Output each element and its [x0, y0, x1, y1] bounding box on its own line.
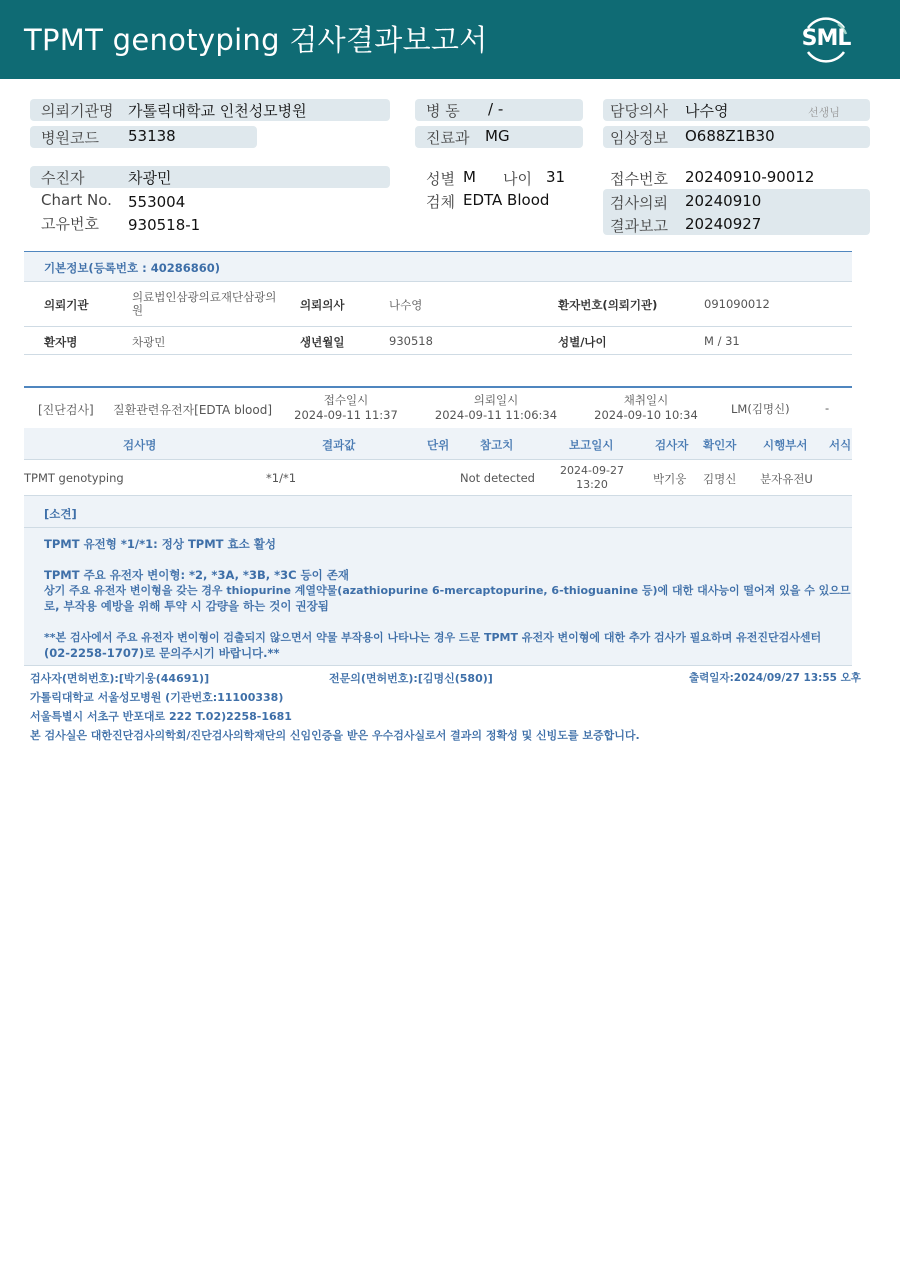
test-group: 질환관련유전자[EDTA blood]	[113, 403, 273, 417]
basic-patient-no-label: 환자번호(의뢰기관)	[558, 298, 658, 312]
report-title: TPMT genotyping 검사결과보고서	[24, 23, 488, 57]
collect-title: 채취일시	[623, 393, 669, 407]
logo-text: SML	[801, 26, 851, 51]
report-value: 20240927	[685, 215, 762, 233]
basic-sexage-value: M / 31	[704, 334, 740, 348]
basic-info-divider-2	[24, 326, 852, 327]
lm-doctor: LM(김명신)	[731, 402, 790, 416]
report-header	[0, 0, 900, 79]
basic-org-label: 의뢰기관	[44, 298, 89, 312]
receipt-time: 2024-09-11 11:37	[294, 408, 398, 422]
doctor-label: 담당의사	[610, 102, 668, 120]
findings-line-3: 상기 주요 유전자 변이형을 갖는 경우 thiopurine 계열약물(azathiopurine 6-mercaptopurine, 6-thioguanine 등)에 대한 대사능이 떨어져 있을 수 있으므	[44, 584, 851, 597]
specimen-value: EDTA Blood	[463, 191, 550, 209]
chart-value: 553004	[128, 193, 186, 211]
col-confirmer: 확인자	[703, 438, 737, 452]
unique-label: 고유번호	[41, 215, 99, 233]
col-unit: 단위	[427, 438, 450, 452]
basic-birth-label: 생년월일	[300, 335, 345, 349]
col-form: 서식	[829, 438, 852, 452]
org-label: 의뢰기관명	[41, 102, 114, 120]
chart-label: Chart No.	[41, 191, 112, 209]
request-title: 의뢰일시	[473, 393, 519, 407]
hospital-code-label: 병원코드	[41, 129, 99, 147]
results-header-divider	[24, 459, 852, 460]
findings-line-2: TPMT 주요 유전자 변이형: *2, *3A, *3B, *3C 등이 존재	[44, 568, 349, 582]
findings-line-4: 로, 부작용 예방을 위해 투약 시 감량을 하는 것이 권장됨	[44, 599, 329, 613]
basic-sexage-label: 성별/나이	[558, 335, 607, 349]
basic-info-heading: 기본정보(등록번호 : 40286860)	[44, 261, 221, 275]
footer-specialist: 전문의(면허번호):[김명신(580)]	[329, 672, 493, 685]
findings-divider	[24, 527, 852, 528]
patient-value: 차광민	[128, 169, 172, 187]
request-time: 2024-09-11 11:06:34	[434, 408, 558, 422]
row-confirmer: 김명신	[703, 472, 737, 486]
col-test-name: 검사명	[123, 438, 157, 452]
department-value: MG	[485, 127, 510, 145]
footer-hospital: 가톨릭대학교 서울성모병원 (기관번호:11100338)	[30, 691, 284, 704]
clinical-info-value: O688Z1B30	[685, 127, 775, 145]
receipt-value: 20240910-90012	[685, 168, 815, 186]
footer-certification: 본 검사실은 대한진단검사의학회/진단검사의학재단의 신임인증을 받은 우수검사실로서 결과의 정확성 및 신빙도를 보증합니다.	[30, 729, 640, 742]
col-report-date: 보고일시	[569, 438, 614, 452]
footer-address: 서울특별시 서초구 반포대로 222 T.02)2258-1681	[30, 710, 292, 723]
request-label: 검사의뢰	[610, 194, 668, 212]
age-value: 31	[546, 168, 566, 186]
findings-line-5: **본 검사에서 주요 유전자 변이형이 검출되지 않으면서 약물 부작용이 나타나는 경우 드문 TPMT 유전자 변이형에 대한 추가 검사가 필요하며 유전진단검사센터	[44, 631, 822, 644]
age-label: 나이	[503, 170, 532, 188]
basic-doctor-label: 의뢰의사	[300, 298, 345, 312]
department-label: 진료과	[426, 129, 470, 147]
row-report-date: 2024-09-27	[560, 464, 624, 477]
report-label: 결과보고	[610, 217, 668, 235]
row-dept: 분자유전U	[760, 472, 813, 486]
basic-info-divider-3	[24, 354, 852, 355]
receipt-label: 접수번호	[610, 170, 668, 188]
footer-output-date: 출력일자:2024/09/27 13:55 오후	[689, 672, 861, 684]
ward-label: 병 동	[426, 102, 460, 120]
test-category: [진단검사]	[38, 403, 94, 417]
org-value: 가톨릭대학교 인천성모병원	[128, 102, 307, 120]
hospital-code-value: 53138	[128, 127, 176, 145]
sml-logo	[800, 12, 852, 66]
basic-name-value: 차광민	[132, 335, 166, 349]
row-reference: Not detected	[460, 471, 535, 485]
clinical-info-label: 임상정보	[610, 129, 668, 147]
basic-name-label: 환자명	[44, 335, 78, 349]
lm-dash: -	[825, 401, 830, 415]
doctor-value: 나수영	[685, 102, 729, 120]
sex-label: 성별	[426, 170, 455, 188]
row-report-time: 13:20	[576, 478, 608, 491]
unique-value: 930518-1	[128, 216, 201, 234]
col-result: 결과값	[322, 438, 356, 452]
receipt-title: 접수일시	[323, 393, 369, 407]
collect-time: 2024-09-10 10:34	[594, 408, 698, 422]
col-tester: 검사자	[655, 438, 689, 452]
basic-org-value: 의료법인삼광의료재단삼광의원	[132, 290, 277, 317]
findings-heading: [소견]	[44, 507, 77, 521]
ward-value: / -	[488, 100, 504, 118]
basic-info-divider-1	[24, 281, 852, 282]
footer-tester: 검사자(면허번호):[박기웅(44691)]	[30, 672, 210, 685]
findings-line-1: TPMT 유전형 *1/*1: 정상 TPMT 효소 활성	[44, 537, 276, 551]
findings-line-6: (02-2258-1707)로 문의주시기 바랍니다.**	[44, 646, 280, 660]
row-tester: 박기웅	[653, 472, 687, 486]
patient-label: 수진자	[41, 169, 85, 187]
request-value: 20240910	[685, 192, 762, 210]
sex-value: M	[463, 168, 476, 186]
col-reference: 참고치	[480, 438, 514, 452]
basic-birth-value: 930518	[389, 334, 433, 348]
specimen-label: 검체	[426, 193, 455, 211]
basic-patient-no-value: 091090012	[704, 297, 770, 311]
row-result: *1/*1	[266, 471, 297, 485]
test-top-line	[24, 386, 852, 388]
row-test-name: TPMT genotyping	[24, 471, 124, 485]
findings-bottom-line	[24, 665, 852, 666]
doctor-suffix: 선생님	[808, 106, 840, 119]
basic-doctor-value: 나수영	[389, 298, 423, 312]
col-dept: 시행부서	[763, 438, 808, 452]
